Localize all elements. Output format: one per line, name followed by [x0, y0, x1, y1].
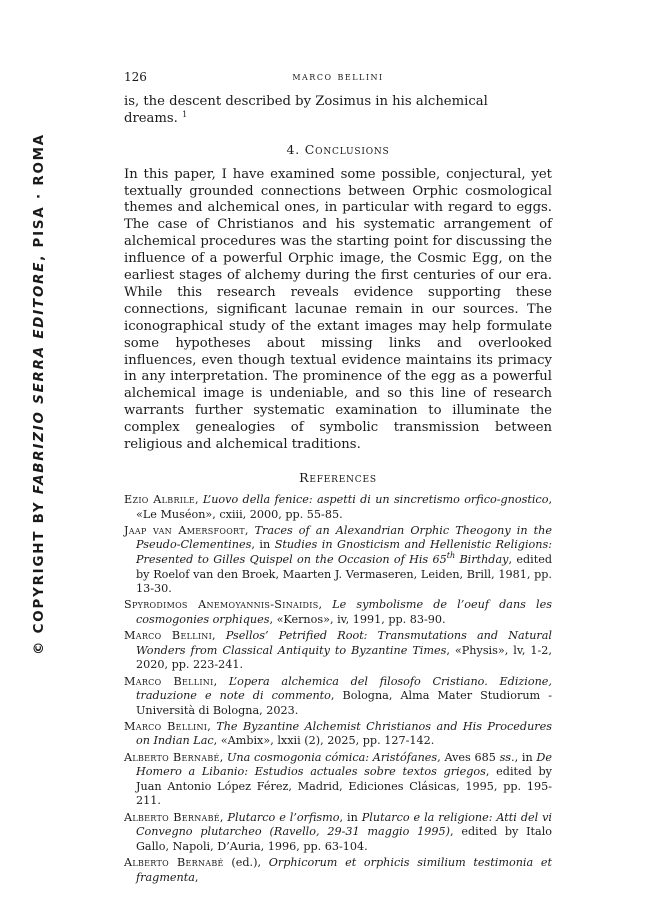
- running-head: [124, 70, 552, 88]
- reference-item: Marco Bellini, L’opera alchemica del filosofo Cristiano. Edizione, traduzione e note di commento, Bologna, Alma Mater Studiorum - Università di Bologna, 2023.: [124, 674, 552, 717]
- reference-item: Alberto Bernabé, Plutarco e l’orfismo, in Plutarco e la religione: Atti del vi Convegno plutarcheo (Ravello, 29-31 maggio 1995), edited by Italo Gallo, Napoli, D’Auria, 1996, pp. 63-104.: [124, 810, 553, 853]
- reference-author: Marco Bellini: [124, 629, 213, 643]
- section-number: 4.: [286, 141, 301, 157]
- reference-author: Alberto Bernabé: [124, 856, 224, 869]
- reference-collection-title: Studies in Gnosticism and Hellenistic Religions: Presented to Gilles Quispel on the Occasion of His 65: [136, 538, 552, 566]
- reference-collection-title: De Homero a Libanio: Estudios actuales sobre textos griegos: [136, 750, 552, 779]
- references-list: [124, 493, 552, 885]
- reference-collection-title: Plutarco e la religione: Atti del vi Convegno plutarcheo (Ravello, 29-31 maggio 1995): [136, 810, 553, 839]
- references-title: References: [299, 470, 377, 485]
- reference-item: Ezio Albrile, L’uovo della fenice: aspetti di un sincretismo orfico-gnostico, «Le Muséon», cxiii, 2000, pp. 55-85.: [124, 493, 552, 521]
- references-heading: [124, 470, 552, 485]
- reference-author: Alberto Bernabé: [124, 810, 220, 824]
- copyright-prefix: © COPYRIGHT BY: [32, 494, 47, 655]
- reference-item: Alberto Bernabé, Una cosmogonia cómica: Aristófanes, Aves 685 ss., in De Homero a Libanio: Estudios actuales sobre textos griegos, edited by Juan Antonio López Férez, Madrid, Ediciones Clásicas, 1995, pp. 195-211.: [124, 750, 552, 808]
- running-title: marco bellini: [292, 70, 384, 83]
- conclusions-paragraph: In this paper, I have examined some possible, conjectural, yet textually grounded connections between Orphic cosmological themes and alchemical ones, in particular with regard to eggs. The case of Christianos and his systematic arrangement of alchemical procedures was the starting point for discussing the influence of a powerful Orphic image, the Cosmic Egg, on the earliest stages of alchemy during the first centuries of our era. While this research reveals evidence supporting these connections, significant lacunae remain in our sources. The iconographical study of the extant images may help formulate some hypotheses about missing links and overlooked influences, even though textual evidence maintains its primacy in any interpretation. The prominence of the egg as a powerful alchemical image is undeniable, and so this line of research warrants further systematic examination to illuminate the complex genealogies of symbolic transmission between religious and alchemical traditions.: [124, 166, 552, 453]
- reference-author: Jaap van Amersfoort: [124, 523, 245, 537]
- reference-author: Marco Bellini: [124, 719, 208, 733]
- reference-title: L’uovo della fenice: aspetti di un sincretismo orfico-gnostico: [202, 493, 549, 506]
- reference-details: , edited by Juan Antonio López Férez, Madrid, Ediciones Clásicas, 1995, pp. 195-211.: [136, 765, 552, 808]
- reference-connector: , in: [251, 538, 275, 552]
- reference-item: Marco Bellini, Psellos’ Petrified Root: Transmutations and Natural Wonders from Classical Antiquity to Byzantine Times, «Physis», lv, 1-2, 2020, pp. 223-241.: [124, 629, 552, 672]
- page-body: [124, 70, 552, 887]
- reference-details: , Bologna, Alma Mater Studiorum - Università di Bologna, 2023.: [136, 689, 552, 717]
- reference-title: Le symbolisme de l’oeuf dans les cosmogonies orphiques: [136, 598, 552, 626]
- reference-details: , «Physis», lv, 1-2, 2020, pp. 223-241.: [136, 643, 552, 672]
- reference-details: , «Kernos», iv, 1991, pp. 83-90.: [269, 612, 446, 626]
- reference-author: Marco Bellini: [124, 674, 214, 688]
- carry-over-text: is, the descent described by Zosimus in his alchemical dreams.: [124, 94, 488, 126]
- reference-connector: , in: [514, 750, 537, 764]
- reference-title: Traces of an Alexandrian Orphic Theogony in the Pseudo-Clementines: [136, 523, 552, 552]
- reference-author: Spyrodimos Anemoyannis-Sinaidis: [124, 598, 319, 612]
- reference-details: , «Le Muséon», cxiii, 2000, pp. 55-85.: [136, 493, 552, 521]
- copyright-notice: [32, 133, 47, 655]
- reference-title: L’opera alchemica del filosofo Cristiano. Edizione, traduzione e note di commento: [136, 674, 552, 703]
- reference-item: Spyrodimos Anemoyannis-Sinaidis, Le symbolisme de l’oeuf dans les cosmogonies orphiques, «Kernos», iv, 1991, pp. 83-90.: [124, 598, 552, 626]
- reference-author: Ezio Albrile: [124, 493, 195, 506]
- reference-title: Orphicorum et orphicis similium testimonia et fragmenta: [136, 856, 552, 884]
- footnote-mark[interactable]: 1: [182, 109, 188, 119]
- reference-ss: ss.: [499, 750, 515, 764]
- reference-item: [124, 856, 552, 885]
- reference-editor-note: (ed.),: [223, 856, 269, 869]
- reference-work: Aves 685: [440, 750, 500, 764]
- reference-title: Plutarco e l’orfismo: [227, 810, 340, 824]
- section-title: Conclusions: [304, 141, 390, 157]
- copyright-publisher: FABRIZIO SERRA EDITORE: [32, 260, 47, 495]
- reference-collection-title-end: Birthday: [455, 552, 509, 566]
- reference-author: Alberto Bernabé: [124, 750, 220, 764]
- reference-ordinal: th: [446, 550, 456, 560]
- reference-item: Marco Bellini, The Byzantine Alchemist Christianos and His Procedures on Indian Lac, «Ambix», lxxii (2), 2025, pp. 127-142.: [124, 719, 552, 748]
- reference-title: The Byzantine Alchemist Christianos and His Procedures on Indian Lac: [136, 719, 552, 748]
- reference-title: Una cosmogonia cómica: Aristófanes,: [226, 750, 441, 764]
- reference-details: ,: [194, 870, 199, 884]
- page-number: 126: [124, 70, 147, 84]
- reference-item: Jaap van Amersfoort, Traces of an Alexandrian Orphic Theogony in the Pseudo-Clementines, in Studies in Gnosticism and Hellenistic Religions: Presented to Gilles Quispel on the Occasion of His 65th Birthday, edited by Roelof van den Broek, Maarten J. Vermaseren, Leiden, Brill, 1981, pp. 13-30.: [124, 523, 552, 596]
- reference-details: , «Ambix», lxxii (2), 2025, pp. 127-142.: [213, 734, 435, 748]
- reference-details: , edited by Italo Gallo, Napoli, D’Auria, 1996, pp. 63-104.: [136, 825, 553, 853]
- carry-over-line: [124, 94, 552, 128]
- reference-details: , edited by Roelof van den Broek, Maarten J. Vermaseren, Leiden, Brill, 1981, pp. 13-30.: [136, 552, 552, 596]
- section-heading: [124, 142, 552, 157]
- reference-connector: , in: [339, 810, 362, 824]
- copyright-suffix: , PISA · ROMA: [32, 133, 47, 261]
- reference-title: Psellos’ Petrified Root: Transmutations and Natural Wonders from Classical Antiquity to Byzantine Times: [136, 629, 552, 657]
